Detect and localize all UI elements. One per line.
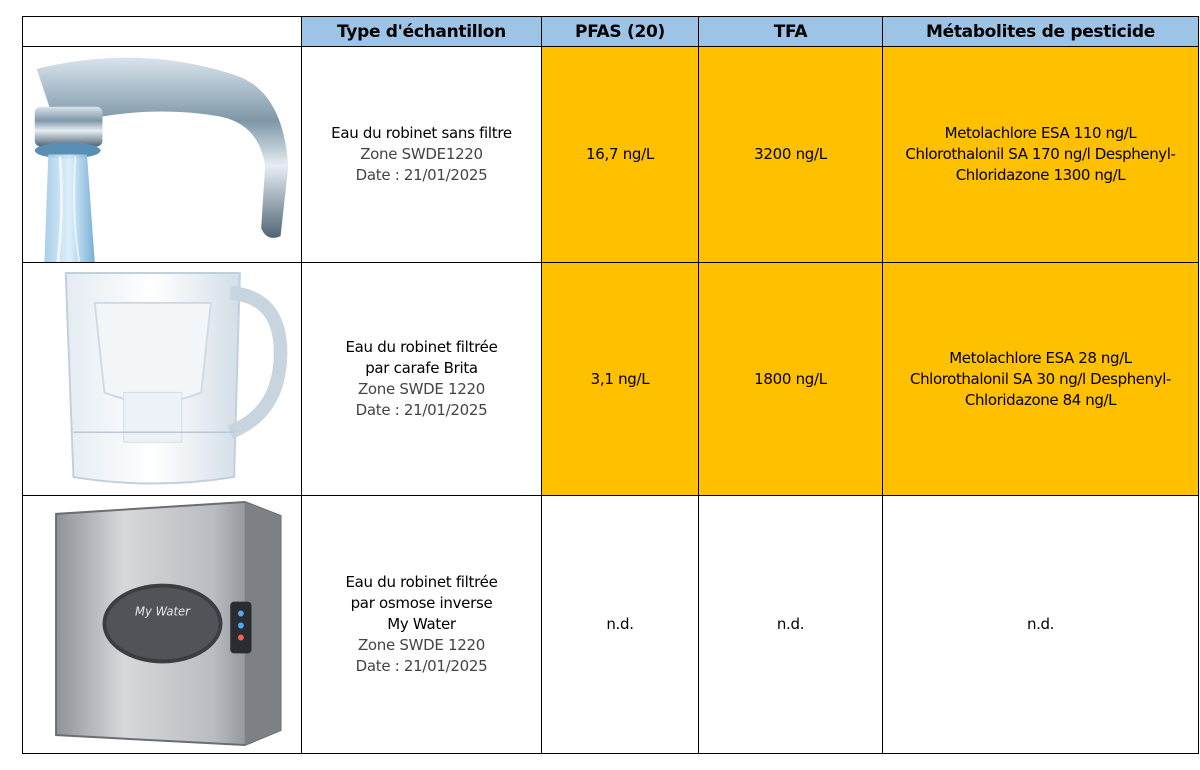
sample-zone: Zone SWDE 1220 <box>357 636 486 654</box>
sample-type-line-1: Eau du robinet sans filtre <box>331 124 512 142</box>
sample-date: Date : 21/01/2025 <box>355 401 488 419</box>
pfas-value: 16,7 ng/L <box>542 47 699 263</box>
tfa-value: 1800 ng/L <box>699 263 883 496</box>
header-blank-cell <box>23 17 302 47</box>
metabolites-line-2: Chlorothalonil SA 30 ng/l Desphenyl- <box>910 369 1171 388</box>
metabolites-cell <box>883 263 1199 496</box>
metabolites-line-3: Chloridazone 1300 ng/L <box>955 166 1126 184</box>
reverse-osmosis-unit-icon <box>27 496 297 753</box>
metabolites-line-1: Metolachlore ESA 28 ng/L <box>949 348 1132 367</box>
sample-type-cell <box>302 263 542 496</box>
metabolites-line-2: Chlorothalonil SA 170 ng/l Desphenyl- <box>905 145 1176 163</box>
pfas-value: n.d. <box>542 496 699 754</box>
filter-pitcher-icon <box>27 263 297 495</box>
sample-date: Date : 21/01/2025 <box>355 657 488 675</box>
sample-type-line-1: Eau du robinet filtrée <box>345 573 498 591</box>
header-metabolites: Métabolites de pesticide <box>883 17 1199 47</box>
metabolites-cell <box>883 47 1199 263</box>
device-brand-text: My Water <box>135 604 190 619</box>
table-row <box>23 496 1199 754</box>
metabolites-line-1: Metolachlore ESA 110 ng/L <box>944 124 1137 142</box>
sample-image-cell <box>23 47 302 263</box>
pfas-value: 3,1 ng/L <box>542 263 699 496</box>
water-faucet-icon <box>27 47 297 262</box>
results-table <box>22 16 1199 754</box>
table-row <box>23 47 1199 263</box>
header-sample-type: Type d'échantillon <box>302 17 542 47</box>
sample-type-line-1: Eau du robinet filtrée <box>345 338 498 356</box>
sample-type-line-2: par carafe Brita <box>365 359 478 377</box>
metabolites-line-3: Chloridazone 84 ng/L <box>964 390 1117 409</box>
sample-zone: Zone SWDE1220 <box>360 145 483 163</box>
sample-image-cell <box>23 496 302 754</box>
sample-type-line-3: My Water <box>387 615 456 633</box>
header-row <box>23 17 1199 47</box>
sample-type-cell <box>302 496 542 754</box>
header-tfa: TFA <box>699 17 883 47</box>
tfa-value: n.d. <box>699 496 883 754</box>
sample-image-cell <box>23 263 302 496</box>
sample-zone: Zone SWDE 1220 <box>357 380 486 398</box>
sample-type-cell <box>302 47 542 263</box>
sample-type-line-2: par osmose inverse <box>350 594 493 612</box>
sample-date: Date : 21/01/2025 <box>355 166 488 184</box>
header-pfas: PFAS (20) <box>542 17 699 47</box>
table-row <box>23 263 1199 496</box>
metabolites-cell: n.d. <box>883 496 1199 754</box>
tfa-value: 3200 ng/L <box>699 47 883 263</box>
